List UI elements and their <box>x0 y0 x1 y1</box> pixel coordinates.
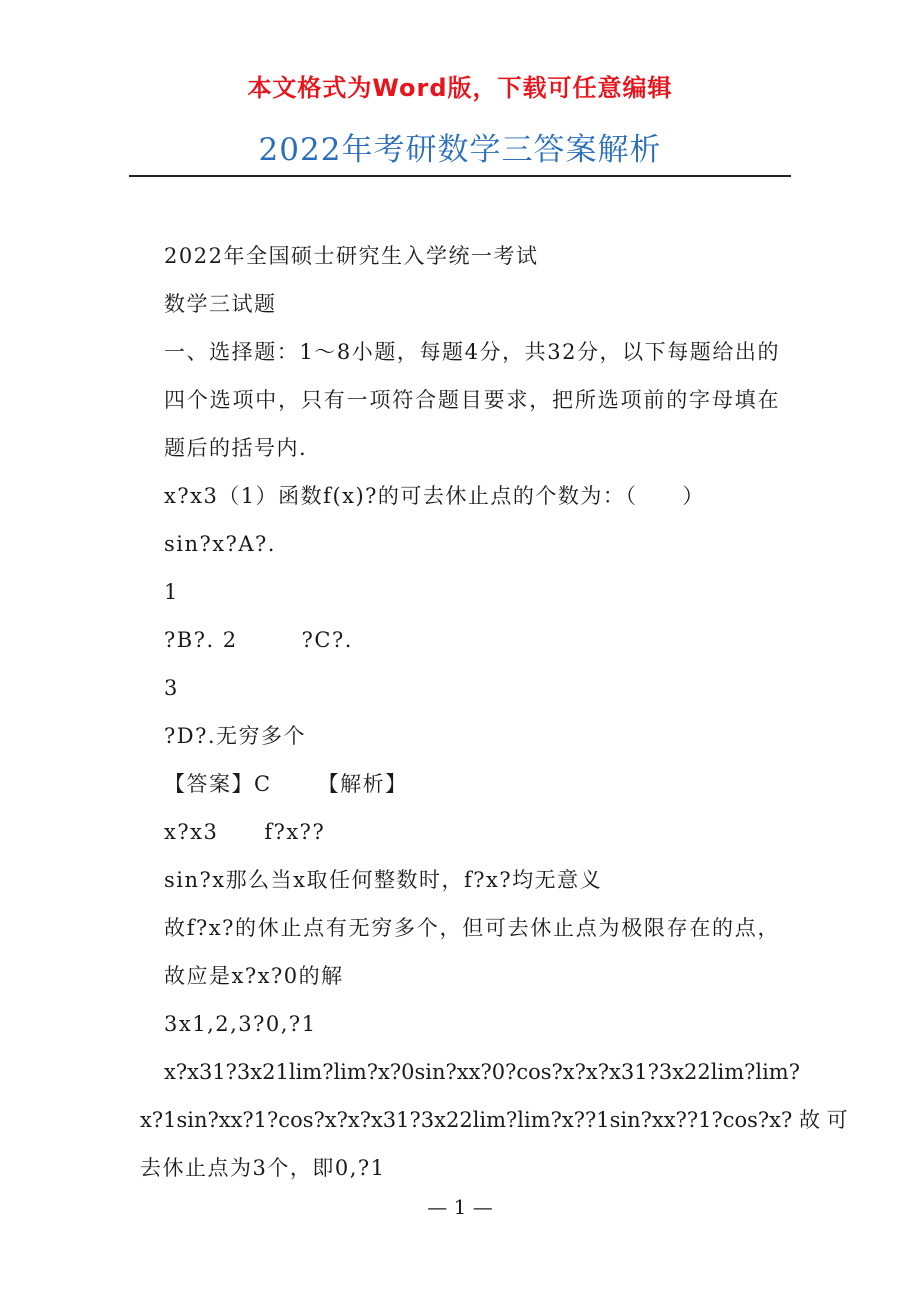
analysis-label: 【解析】 <box>317 772 408 796</box>
page-number: — 1 — <box>427 1195 493 1219</box>
answer-line <box>140 760 780 808</box>
analysis-line-2: 故f?x?的休止点有无穷多个，但可去休止点为极限存在的点，故应是x?x?0的解 <box>164 916 780 988</box>
analysis-conclusion: 去休止点为3个，即0,?1 <box>140 1156 386 1180</box>
option-d: ?D?.无穷多个 <box>164 724 307 748</box>
analysis-line-1: sin?x那么当x取任何整数时，f?x?均无意义 <box>164 868 603 892</box>
option-b: ?B?. 2 <box>164 628 238 652</box>
question-1-stem: x?x3（1）函数f(x)?的可去休止点的个数为：（ ） <box>164 484 705 508</box>
option-c: ?C?. <box>301 628 353 652</box>
title-divider <box>129 175 791 177</box>
options-b-c <box>140 616 780 664</box>
document-title: 2022年考研数学三答案解析 <box>258 132 662 168</box>
document-body <box>140 232 848 1192</box>
analysis-formula-line: x?x3 f?x?? <box>164 820 326 844</box>
exam-subject: 数学三试题 <box>164 292 277 316</box>
edit-notice-banner: 本文格式为Word版，下载可任意编辑 <box>247 74 673 102</box>
option-a-value: 1 <box>164 580 179 604</box>
analysis-limits-1: x?x31?3x21lim?lim?x?0sin?xx?0?cos?x?x?x31?3x22lim?lim? <box>164 1060 800 1084</box>
section-instructions: 一、选择题：1～8小题，每题4分，共32分，以下每题给出的四个选项中，只有一项符合题目要求，把所选项前的字母填在题后的括号内. <box>164 340 780 460</box>
analysis-roots: 3x1,2,3?0,?1 <box>164 1012 317 1036</box>
analysis-limits-2: x?1sin?xx?1?cos?x?x?x31?3x22lim?lim?x??1sin?xx??1?cos?x? 故 可 <box>140 1108 848 1132</box>
option-a: sin?x?A?. <box>164 532 276 556</box>
option-c-value: 3 <box>164 676 179 700</box>
exam-name: 2022年全国硕士研究生入学统一考试 <box>164 244 539 268</box>
answer-label: 【答案】C <box>164 772 272 796</box>
